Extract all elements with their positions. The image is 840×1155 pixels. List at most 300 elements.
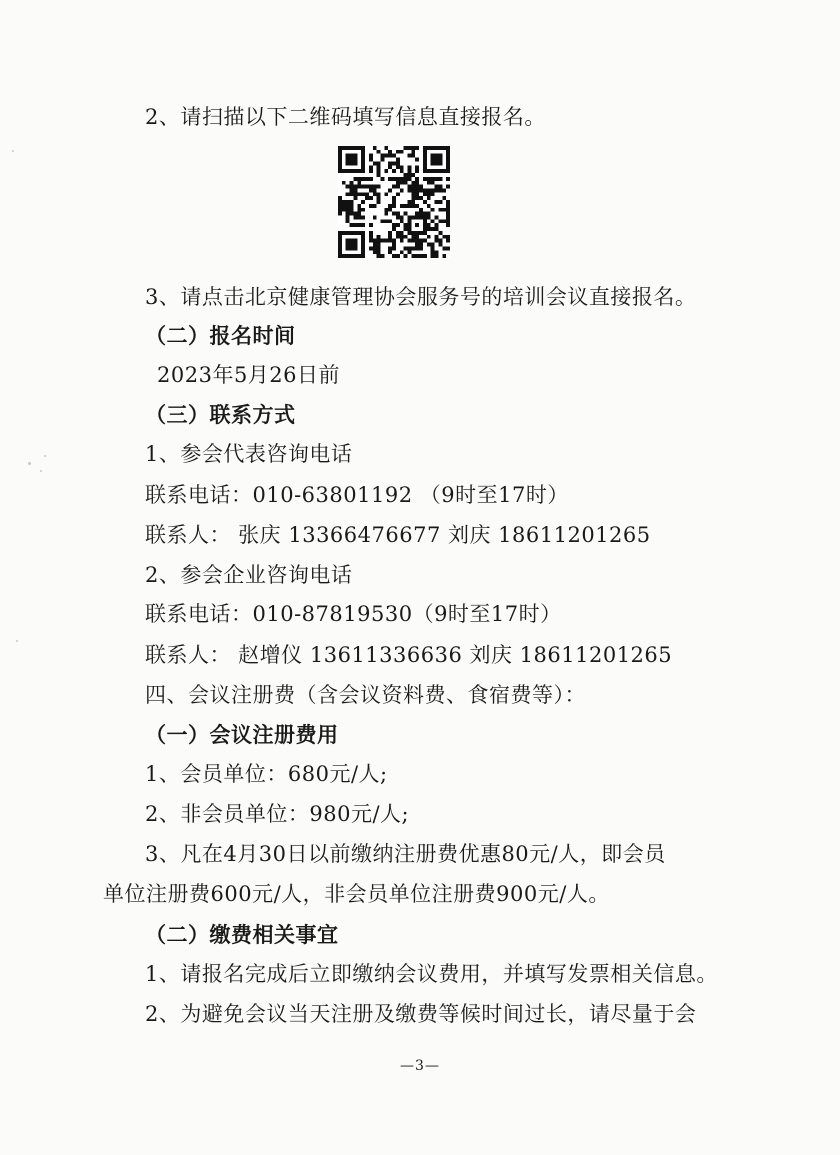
qr-module [415,196,419,200]
qr-module [357,146,361,150]
qr-module [435,177,439,181]
qr-module [353,169,357,173]
qr-module [431,177,435,181]
qr-module [338,165,342,169]
qr-module [369,169,373,173]
qr-module [342,181,346,185]
qr-module [431,227,435,231]
qr-module [411,200,415,204]
qr-module [338,208,342,212]
qr-module [438,200,442,204]
qr-module [408,231,412,235]
qr-module [377,239,381,243]
qr-module [423,169,427,173]
qr-module [435,250,439,254]
qr-module [380,239,384,243]
qr-module [411,185,415,189]
qr-module [338,250,342,254]
qr-module [404,177,408,181]
qr-module [353,188,357,192]
company-inquiry-heading: 2、参会企业咨询电话 [145,563,353,587]
qr-module [377,250,381,254]
qr-module [392,154,396,158]
qr-module [346,239,350,243]
qr-module [342,146,346,150]
qr-module [346,254,350,258]
qr-module [361,165,365,169]
qr-module [427,212,431,216]
qr-module [404,173,408,177]
qr-module [373,204,377,208]
qr-module [338,254,342,258]
qr-module [419,196,423,200]
qr-module [431,192,435,196]
qr-module [435,169,439,173]
qr-module [435,185,439,189]
qr-module [369,223,373,227]
qr-module [350,223,354,227]
qr-module [400,231,404,235]
company-inquiry-phone: 联系电话：010-87819530（9时至17时） [145,602,562,626]
qr-module [361,200,365,204]
qr-module [408,154,412,158]
qr-module [415,246,419,250]
qr-module [369,231,373,235]
qr-module [361,246,365,250]
qr-module [427,223,431,227]
qr-module [423,219,427,223]
qr-module [346,154,350,158]
qr-module [435,254,439,258]
qr-module [392,200,396,204]
qr-module [353,161,357,165]
qr-module [408,185,412,189]
qr-module [388,208,392,212]
qr-module [353,239,357,243]
qr-module [346,208,350,212]
qr-module [438,169,442,173]
qr-module [431,146,435,150]
qr-module [415,146,419,150]
qr-module [365,185,369,189]
qr-module [361,185,365,189]
qr-module [377,254,381,258]
qr-module [400,250,404,254]
qr-module [411,192,415,196]
qr-module [431,254,435,258]
qr-module [400,216,404,220]
qr-module [338,231,342,235]
qr-module [350,181,354,185]
qr-module [357,169,361,173]
qr-module [415,158,419,162]
qr-module [350,188,354,192]
qr-module [369,246,373,250]
qr-module [415,254,419,258]
qr-module [346,212,350,216]
qr-module [423,227,427,231]
qr-module [384,208,388,212]
qr-module [361,158,365,162]
qr-module [427,169,431,173]
qr-module [404,254,408,258]
qr-module [353,154,357,158]
qr-module [423,200,427,204]
qr-module [435,235,439,239]
qr-module [353,185,357,189]
qr-module [369,177,373,181]
qr-module [408,239,412,243]
qr-module [346,216,350,220]
qr-module [346,158,350,162]
qr-module [338,150,342,154]
qr-module [446,169,450,173]
qr-module [388,231,392,235]
qr-module [411,173,415,177]
qr-module [446,185,450,189]
qr-module [423,150,427,154]
section-heading-contact: （三）联系方式 [145,403,296,427]
qr-module [377,173,381,177]
qr-module [396,216,400,220]
qr-module [427,227,431,231]
qr-module [338,243,342,247]
qr-module [369,239,373,243]
qr-module [423,223,427,227]
qr-module [384,219,388,223]
qr-module [353,254,357,258]
qr-module [400,219,404,223]
qr-module [350,231,354,235]
qr-module [408,188,412,192]
qr-module [377,235,381,239]
section-heading-registration-time: （二）报名时间 [145,324,296,348]
qr-module [438,219,442,223]
qr-module [346,204,350,208]
qr-module [411,254,415,258]
qr-module [346,192,350,196]
qr-module [404,223,408,227]
qr-module [338,161,342,165]
qr-module [442,235,446,239]
qr-module [408,173,412,177]
qr-module [396,158,400,162]
qr-module [384,169,388,173]
qr-module [446,158,450,162]
qr-module [446,246,450,250]
qr-module [396,223,400,227]
qr-module [423,154,427,158]
qr-module [384,154,388,158]
company-contact-persons: 联系人： 赵增仪 13611336636 刘庆 18611201265 [145,643,673,667]
qr-module [350,158,354,162]
qr-module [373,216,377,220]
qr-module [369,154,373,158]
qr-module [392,204,396,208]
qr-module [427,181,431,185]
qr-module [408,223,412,227]
qr-module [350,154,354,158]
qr-module [442,169,446,173]
qr-module [346,169,350,173]
qr-module [404,146,408,150]
qr-module [365,192,369,196]
qr-module [419,243,423,247]
qr-module [423,192,427,196]
qr-module [357,185,361,189]
qr-module [357,208,361,212]
qr-module [392,196,396,200]
qr-module [350,246,354,250]
qr-module [373,246,377,250]
qr-module [365,196,369,200]
delegate-contact-persons: 联系人： 张庆 13366476677 刘庆 18611201265 [145,523,651,547]
qr-module [377,192,381,196]
qr-module [350,254,354,258]
qr-module [384,192,388,196]
qr-module [411,216,415,220]
qr-module [446,212,450,216]
delegate-inquiry-phone: 联系电话：010-63801192 （9时至17时） [145,483,569,507]
qr-module [427,192,431,196]
qr-module [408,165,412,169]
qr-module [361,192,365,196]
qr-module [342,204,346,208]
qr-module [408,227,412,231]
qr-module [415,204,419,208]
qr-module [411,235,415,239]
qr-module [419,231,423,235]
qr-module [377,200,381,204]
qr-module [384,239,388,243]
registration-deadline: 2023年5月26日前 [157,363,341,387]
qr-module [438,185,442,189]
qr-module [446,219,450,223]
qr-module [423,188,427,192]
qr-module [392,227,396,231]
qr-module [415,185,419,189]
qr-module [446,235,450,239]
qr-module [392,161,396,165]
qr-module [346,146,350,150]
qr-module [442,196,446,200]
qr-module [419,216,423,220]
qr-module [388,188,392,192]
scan-speck [28,462,31,465]
qr-module [404,235,408,239]
qr-module [427,235,431,239]
qr-module [404,246,408,250]
qr-module [431,188,435,192]
qr-module [353,196,357,200]
qr-module [350,208,354,212]
qr-module [353,212,357,216]
qr-module [431,154,435,158]
qr-module [388,250,392,254]
qr-module [388,154,392,158]
qr-module [350,212,354,216]
qr-module [435,223,439,227]
qr-module [435,188,439,192]
qr-module [346,200,350,204]
qr-module [396,150,400,154]
qr-module [361,150,365,154]
scan-speck [12,150,14,152]
qr-module [438,239,442,243]
qr-module [380,177,384,181]
qr-module [361,154,365,158]
qr-module [361,208,365,212]
qr-module [369,158,373,162]
member-fee: 1、会员单位：680元/人; [145,762,388,786]
qr-module [400,239,404,243]
qr-module [388,219,392,223]
qr-module [388,165,392,169]
qr-module [435,146,439,150]
qr-module [396,185,400,189]
qr-module [377,150,381,154]
qr-module [342,254,346,258]
qr-module [373,192,377,196]
qr-module [357,204,361,208]
qr-module [342,169,346,173]
qr-module [361,146,365,150]
qr-module [377,161,381,165]
qr-module [419,254,423,258]
qr-module [438,146,442,150]
qr-module [415,216,419,220]
qr-module [446,208,450,212]
qr-module [361,239,365,243]
qr-module [369,204,373,208]
delegate-inquiry-heading: 1、参会代表咨询电话 [145,442,353,466]
qr-module [404,227,408,231]
qr-module [427,243,431,247]
page-number: —3— [400,1058,440,1074]
qr-module [423,146,427,150]
qr-module [400,165,404,169]
qr-module [373,188,377,192]
qr-module [361,243,365,247]
section-heading-registration-fee: 四、会议注册费（含会议资料费、食宿费等）： [145,683,586,707]
qr-module [357,254,361,258]
qr-module [400,169,404,173]
qr-module [338,146,342,150]
qr-module [423,177,427,181]
qr-module [350,204,354,208]
qr-module [442,219,446,223]
qr-module [396,161,400,165]
qr-module [342,231,346,235]
qr-module [423,158,427,162]
qr-module [438,208,442,212]
qr-module [384,212,388,216]
qr-module [388,246,392,250]
qr-module [388,161,392,165]
qr-module [404,181,408,185]
qr-module [446,146,450,150]
qr-module [396,254,400,258]
qr-module [392,177,396,181]
qr-module [346,243,350,247]
qr-module [350,169,354,173]
subsection-heading-fee-amount: （一）会议注册费用 [145,723,339,747]
qr-module [415,212,419,216]
early-bird-discount: 3、凡在4月30日以前缴纳注册费优惠80元/人，即会员 [145,842,666,866]
qr-module [357,231,361,235]
registration-step-2: 2、请扫描以下二维码填写信息直接报名。 [145,105,546,129]
qr-module [373,250,377,254]
qr-module [338,169,342,173]
qr-module [377,243,381,247]
qr-module [350,185,354,189]
qr-module [338,239,342,243]
scan-speck [40,470,42,472]
qr-module [435,158,439,162]
qr-module [353,246,357,250]
qr-module [415,169,419,173]
qr-module [377,165,381,169]
qr-module [396,181,400,185]
qr-module [353,231,357,235]
qr-module [338,246,342,250]
qr-module [361,231,365,235]
qr-module [357,212,361,216]
qr-module [380,254,384,258]
qr-module [411,181,415,185]
qr-module [365,177,369,181]
qr-module [419,208,423,212]
qr-module [392,243,396,247]
qr-module [338,235,342,239]
qr-module [373,239,377,243]
qr-module [369,185,373,189]
qr-module [411,150,415,154]
qr-module [423,231,427,235]
qr-module [361,169,365,173]
qr-module [438,158,442,162]
qr-module [346,231,350,235]
qr-module [384,146,388,150]
qr-module [438,154,442,158]
qr-module [431,181,435,185]
qr-module [392,254,396,258]
qr-module [353,177,357,181]
qr-module [411,231,415,235]
qr-module [427,216,431,220]
qr-module [373,243,377,247]
non-member-fee: 2、非会员单位：980元/人; [145,802,410,826]
qr-module [435,154,439,158]
qr-module [388,150,392,154]
qr-module [408,200,412,204]
qr-module [442,188,446,192]
qr-module [350,243,354,247]
qr-module [361,177,365,181]
qr-module [380,219,384,223]
qr-module [438,161,442,165]
qr-module [357,177,361,181]
qr-module [431,219,435,223]
qr-module [361,235,365,239]
qr-module [392,185,396,189]
registration-qr-code[interactable] [338,146,450,258]
qr-module [423,239,427,243]
qr-module [400,150,404,154]
qr-module [353,243,357,247]
qr-module [392,212,396,216]
qr-module [446,154,450,158]
